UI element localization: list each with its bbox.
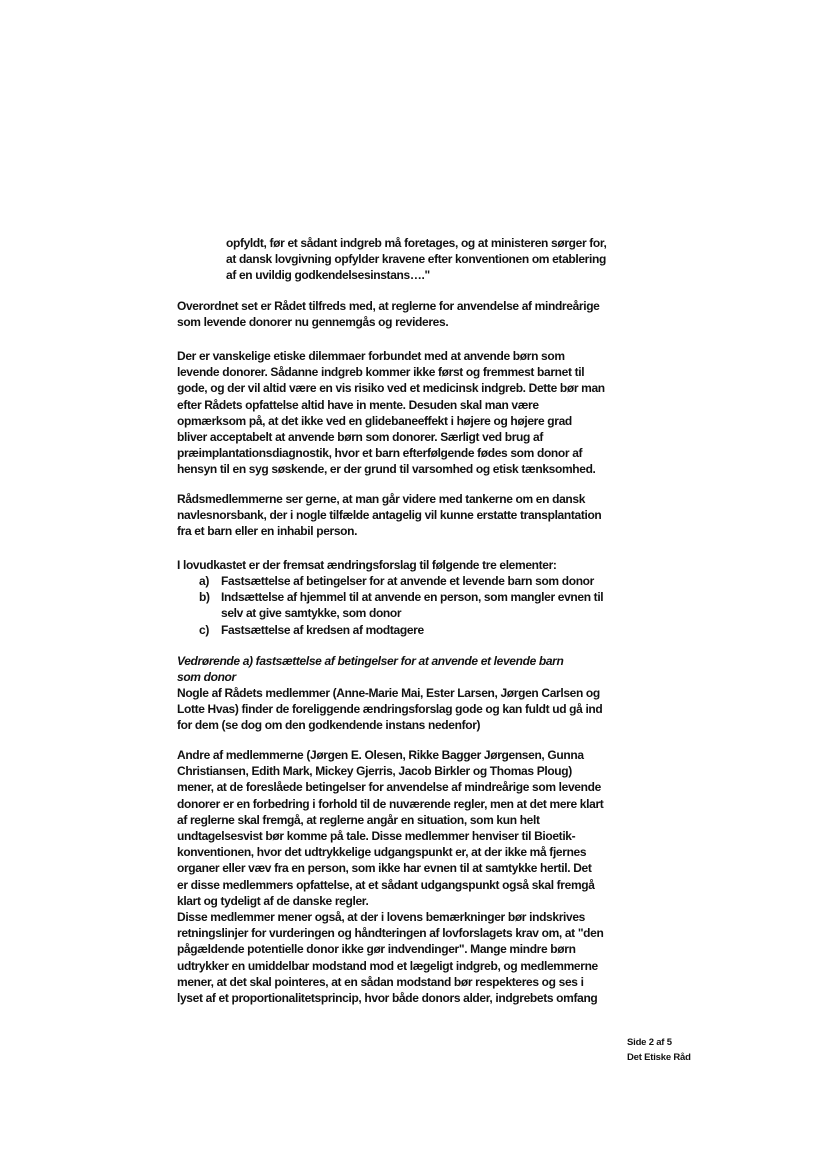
- list-item: [199, 573, 639, 589]
- list-marker: c): [199, 622, 209, 637]
- list-item: [199, 589, 639, 621]
- paragraph-ethical-dilemmas: Der er vanskelige etiske dilemmaer forbundet med at anvende børn som levende donorer. Sådanne indgreb kommer ikke først og fremmest barnet til gode, og der vil altid være en vis risiko ved et medicinsk indgreb. Dette bør man efter Rådets opfattelse altid have in mente. Desuden skal man være opmærksom på, at det ikke ved en glidebaneeffekt i højere og højere grad bliver acceptabelt at anvende børn som donorer. Særligt ved brug af præimplantationsdiagnostik, hvor et barn efterfølgende fødes som donor af hensyn til en syg søskende, er der grund til varsomhed og etisk tænksomhed.: [177, 349, 605, 477]
- paragraph-members-concerns: Andre af medlemmerne (Jørgen E. Olesen, Rikke Bagger Jørgensen, Gunna Christiansen, Edith Mark, Mickey Gjerris, Jacob Birkler og Thomas Ploug) mener, at de foreslåede betingelser for anvendelse af mindreårige som levende donorer er en forbedring i forhold til de nuværende regler, men at det mere klart af reglerne skal fremgå, at reglerne angår en situation, som kun helt undtagelsesvist bør komme på tale. Disse medlemmer henviser til Bioetik- konventionen, hvor det udtrykkelige udgangspunkt er, at der ikke må fjernes organer eller væv fra en person, som ikke har evnen til at samtykke hertil. Det er disse medlemmers opfattelse, at et sådant udgangspunkt også skal fremgå klart og tydeligt af de danske regler. Disse medlemmer mener også, at der i lovens bemærkninger bør indskrives retningslinjer for vurderingen og håndteringen af lovforslagets krav om, at "den pågældende potentielle donor ikke gør indvendinger". Mange mindre børn udtrykker en umiddelbar modstand mod et lægeligt indgreb, og medlemmerne mener, at det skal pointeres, at en sådan modstand bør respekteres og ses i lyset af et proportionalitetsprincip, hvor både donors alder, indgrebets omfang: [177, 748, 604, 1006]
- list-item-text: Fastsættelse af betingelser for at anvende et levende barn som donor: [221, 574, 594, 588]
- quoted-passage: opfyldt, før et sådant indgreb må foretages, og at ministeren sørger for, at dansk lovgivning opfylder kravene efter konventionen om etablering af en uvildig godkendelsesinstans….": [226, 236, 607, 283]
- paragraph-umbilical-cord-bank: Rådsmedlemmerne ser gerne, at man går videre med tankerne om en dansk navlesnorsbank, der i nogle tilfælde antagelig vil kunne erstatte transplantation fra et barn eller en inhabil person.: [177, 492, 602, 539]
- section-heading: Vedrørende a) fastsættelse af betingelser for at anvende et levende barn som donor: [177, 654, 564, 685]
- list-marker: b): [199, 590, 210, 605]
- paragraph-members-support: Nogle af Rådets medlemmer (Anne-Marie Mai, Ester Larsen, Jørgen Carlsen og Lotte Hvas) finder de foreliggende ændringsforslag gode og kan fuldt ud gå ind for dem (se dog om den godkendende instans nedenfor): [177, 686, 603, 733]
- paragraph-list-intro: I lovudkastet er der fremsat ændringsforslag til følgende tre elementer:: [177, 558, 557, 572]
- list-item: [199, 622, 639, 638]
- paragraph-overall-assessment: Overordnet set er Rådet tilfreds med, at reglerne for anvendelse af mindreårige som levende donorer nu gennemgås og revideres.: [177, 299, 600, 330]
- list-item-text: Fastsættelse af kredsen af modtagere: [221, 622, 424, 637]
- organization-name: Det Etiske Råd: [627, 1052, 691, 1063]
- page-footer: [627, 1035, 691, 1065]
- list-marker: a): [199, 574, 209, 588]
- amendment-list: [199, 573, 639, 638]
- list-item-text: Indsættelse af hjemmel til at anvende en person, som mangler evnen til selv at give samtykke, som donor: [221, 590, 604, 621]
- page-number: Side 2 af 5: [627, 1037, 672, 1048]
